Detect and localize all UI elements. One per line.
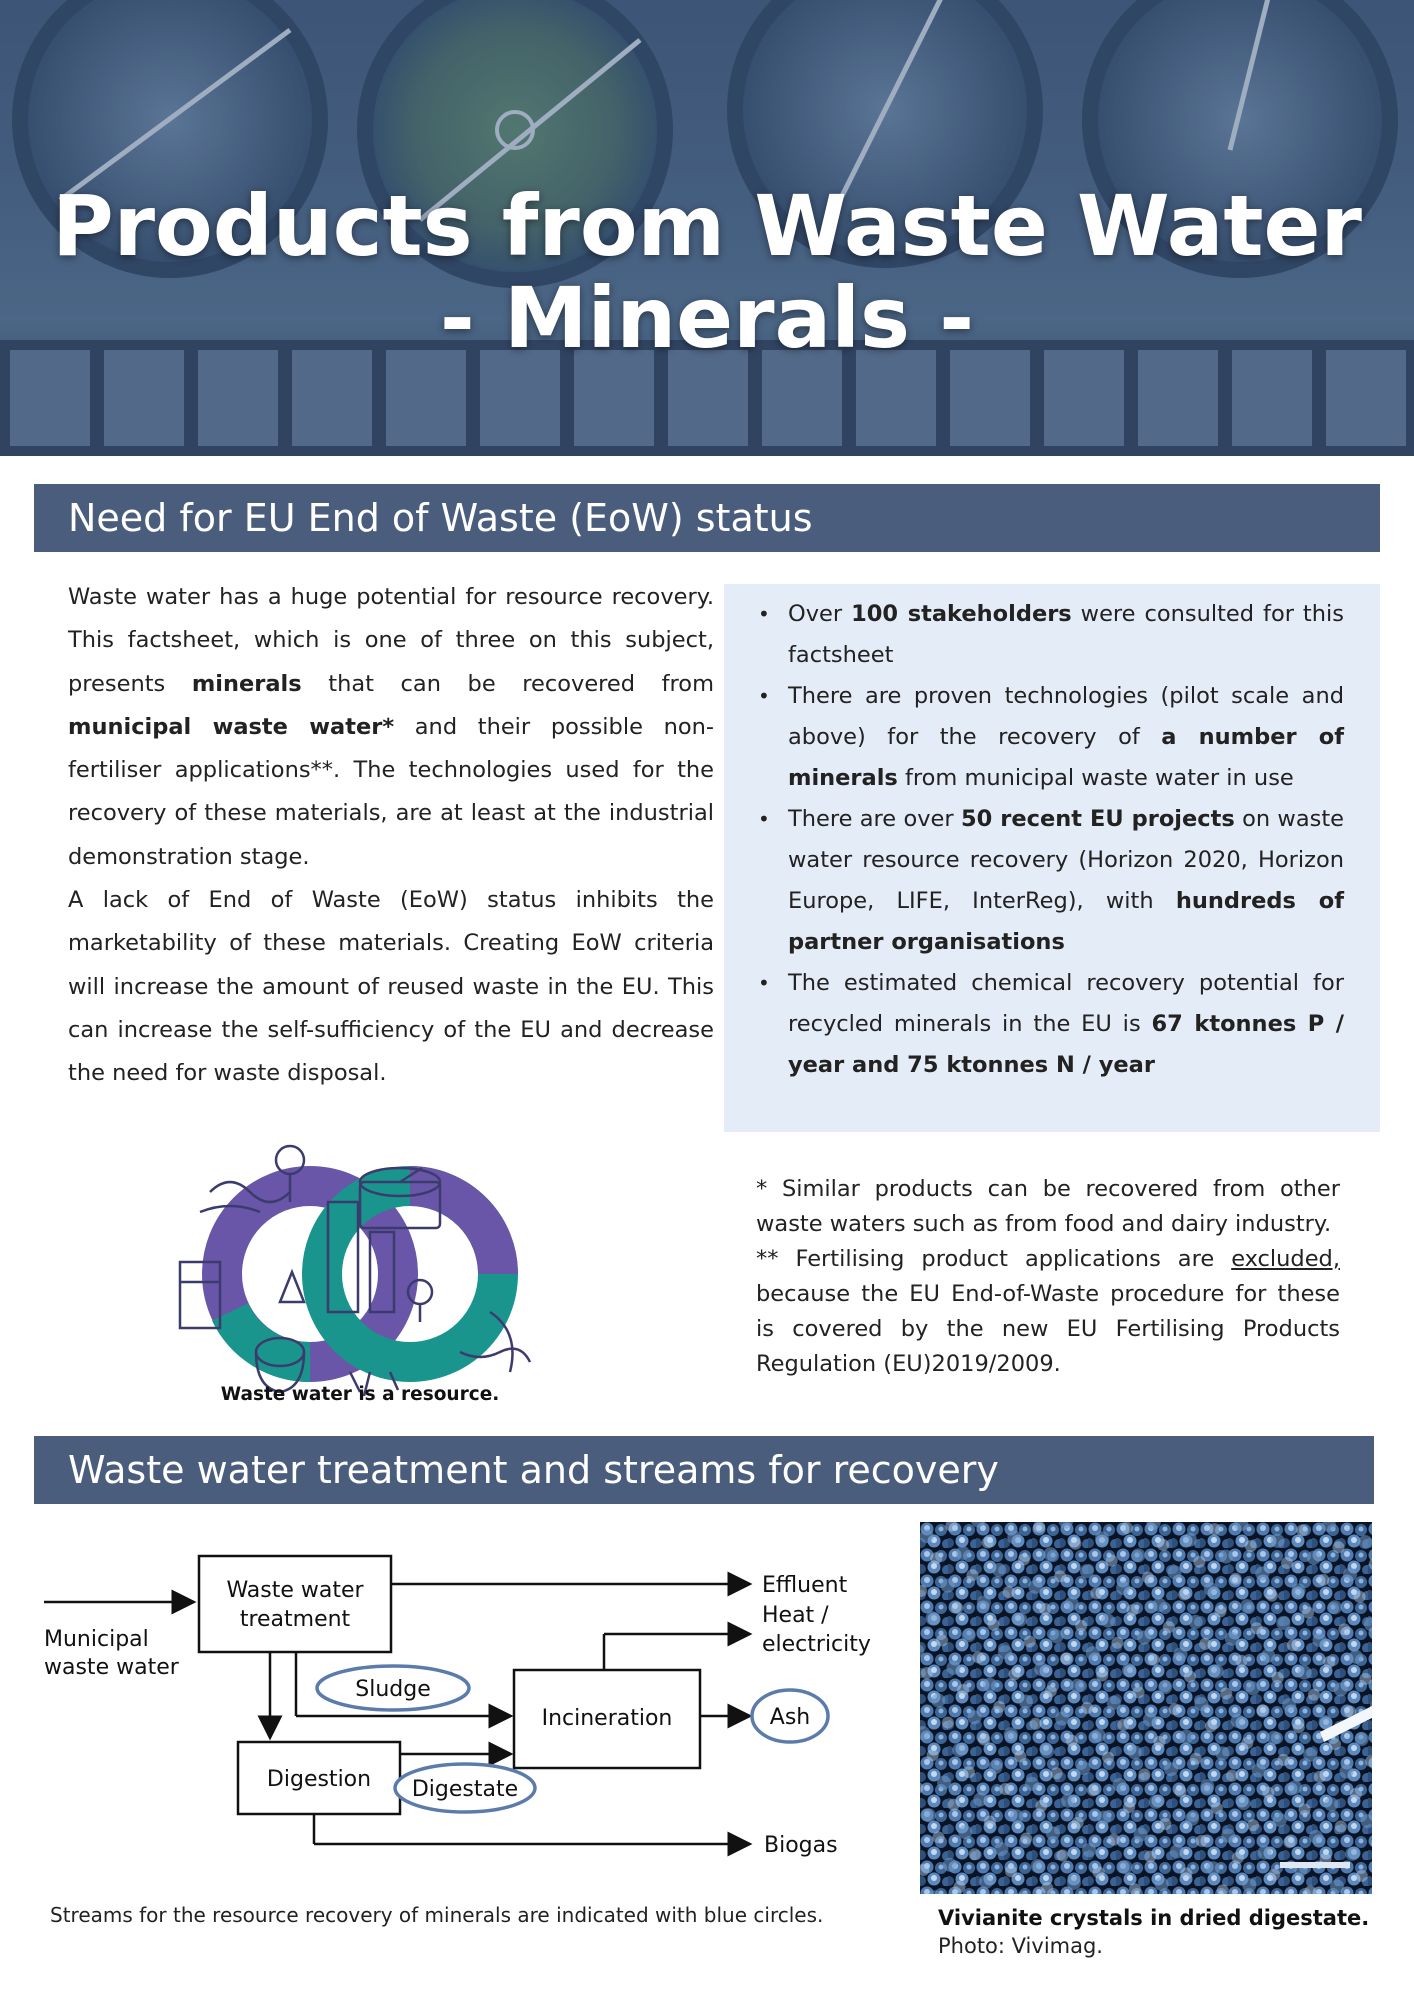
title-line-1: Products from Waste Water [52,177,1362,275]
title-line-2: - Minerals - [439,269,975,367]
digestate-label: Digestate [411,1777,519,1802]
input-label-1: Municipal [44,1627,149,1652]
input-label-2: waste water [44,1655,179,1680]
biogas-label: Biogas [764,1833,838,1858]
intro-paragraph-2: A lack of End of Waste (EoW) status inhibits the marketability of these materials. Creating EoW criteria will increase the amount of reused waste in the EU. This can increase the self-sufficiency of the EU and decrease the need for waste disposal. [68,887,714,1087]
digestion-label: Digestion [266,1767,372,1792]
page-title [0,177,1414,367]
treatment-label-1: Waste water [226,1578,364,1603]
hero-banner [0,0,1414,456]
ash-label: Ash [769,1705,811,1730]
fact-item: • The estimated chemical recovery potential for recycled minerals in the EU is 67 ktonnes P / year and 75 ktonnes N / year [752,963,1344,1086]
photo-caption [938,1904,1398,1960]
fact-item: • Over 100 stakeholders were consulted for this factsheet [752,594,1344,676]
circular-economy-icon [170,1132,550,1422]
effluent-label: Effluent [762,1573,848,1598]
intro-paragraph-1: Waste water has a huge potential for resource recovery. This factsheet, which is one of three on this subject, presents minerals that can be recovered from municipal waste water* and their possible non-fertiliser applications**. The technologies used for the recovery of these materials, are at least at the industrial demonstration stage. [68,584,714,870]
treatment-flow-diagram [44,1520,904,1890]
footnotes [756,1172,1340,1382]
fact-item: • There are proven technologies (pilot scale and above) for the recovery of a number of minerals from municipal waste water in use [752,676,1344,799]
section-heading-eow: Need for EU End of Waste (EoW) status [34,484,1380,552]
heat-label-2: electricity [762,1632,871,1657]
heat-label-1: Heat / [762,1603,829,1628]
section-heading-treatment: Waste water treatment and streams for recovery [34,1436,1374,1504]
footnote-1: * Similar products can be recovered from other waste waters such as from food and dairy industry. [756,1176,1340,1237]
water-resource-logo [170,1132,550,1422]
sludge-label: Sludge [355,1677,431,1702]
logo-caption: Waste water is a resource. [220,1384,500,1405]
incineration-label: Incineration [541,1706,673,1731]
treatment-label-2: treatment [239,1607,351,1632]
vivianite-crystals-photo [920,1522,1372,1894]
intro-text [68,576,714,1096]
treatment-box [199,1556,391,1652]
photo-credit: Photo: Vivimag. [938,1934,1103,1958]
key-facts-box [724,584,1380,1132]
diagram-caption: Streams for the resource recovery of minerals are indicated with blue circles. [50,1903,824,1927]
photo-title: Vivianite crystals in dried digestate. [938,1906,1370,1930]
fact-item: • There are over 50 recent EU projects on waste water resource recovery (Horizon 2020, Horizon Europe, LIFE, InterReg), with hundreds of partner organisations [752,799,1344,963]
footnote-2: ** Fertilising product applications are excluded, because the EU End-of-Waste procedure for these is covered by the new EU Fertilising Products Regulation (EU)2019/2009. [756,1246,1340,1377]
